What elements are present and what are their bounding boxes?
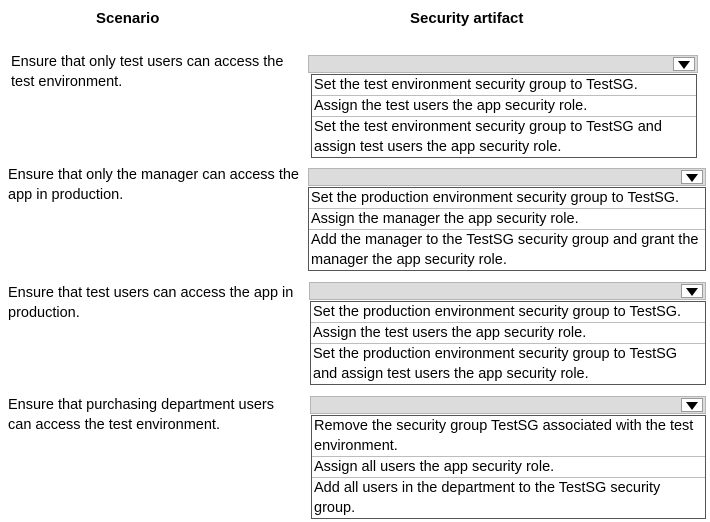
scenario-4-text: Ensure that purchasing department users can access the test environment. [8, 397, 274, 433]
answer-4-dropdown[interactable] [310, 396, 706, 414]
answer-2-dropdown[interactable] [308, 168, 706, 186]
answer-4-option-3[interactable]: Add all users in the department to the TestSG security group. [314, 480, 661, 516]
answer-1-options [311, 74, 697, 158]
scenario-2-text: Ensure that only the manager can access the app in production. [8, 167, 299, 203]
scenario-column-header: Scenario [96, 10, 160, 27]
chevron-down-icon[interactable] [681, 170, 703, 184]
chevron-down-icon[interactable] [681, 284, 703, 298]
answer-1-option-2[interactable]: Assign the test users the app security role. [312, 96, 696, 117]
artifact-column-header: Security artifact [410, 10, 524, 27]
answer-4-option-1[interactable]: Remove the security group TestSG associated with the test environment. [312, 416, 705, 457]
answer-2-option-1[interactable]: Set the production environment security group to TestSG. [309, 188, 705, 209]
answer-2-option-2[interactable]: Assign the manager the app security role. [309, 209, 705, 230]
answer-4-option-2[interactable]: Assign all users the app security role. [312, 457, 705, 478]
answer-3-option-3[interactable]: Set the production environment security group to TestSG and assign test users the app security role. [313, 346, 678, 382]
chevron-down-icon[interactable] [681, 398, 703, 412]
answer-3-dropdown[interactable] [309, 282, 706, 300]
answer-1-dropdown[interactable] [308, 55, 698, 73]
answer-3-option-1[interactable]: Set the production environment security group to TestSG. [311, 302, 705, 323]
answer-2-options [308, 187, 706, 271]
answer-3-option-2[interactable]: Assign the test users the app security role. [311, 323, 705, 344]
scenario-1-text: Ensure that only test users can access the test environment. [11, 54, 284, 90]
answer-4-options [311, 415, 706, 519]
chevron-down-icon[interactable] [673, 57, 695, 71]
answer-3-options [310, 301, 706, 385]
answer-2-option-3[interactable]: Add the manager to the TestSG security group and grant the manager the app security role. [311, 232, 699, 268]
scenario-3-text: Ensure that test users can access the app in production. [8, 285, 294, 321]
answer-1-option-1[interactable]: Set the test environment security group to TestSG. [312, 75, 696, 96]
answer-1-option-3[interactable]: Set the test environment security group to TestSG and assign test users the app security role. [314, 119, 662, 155]
